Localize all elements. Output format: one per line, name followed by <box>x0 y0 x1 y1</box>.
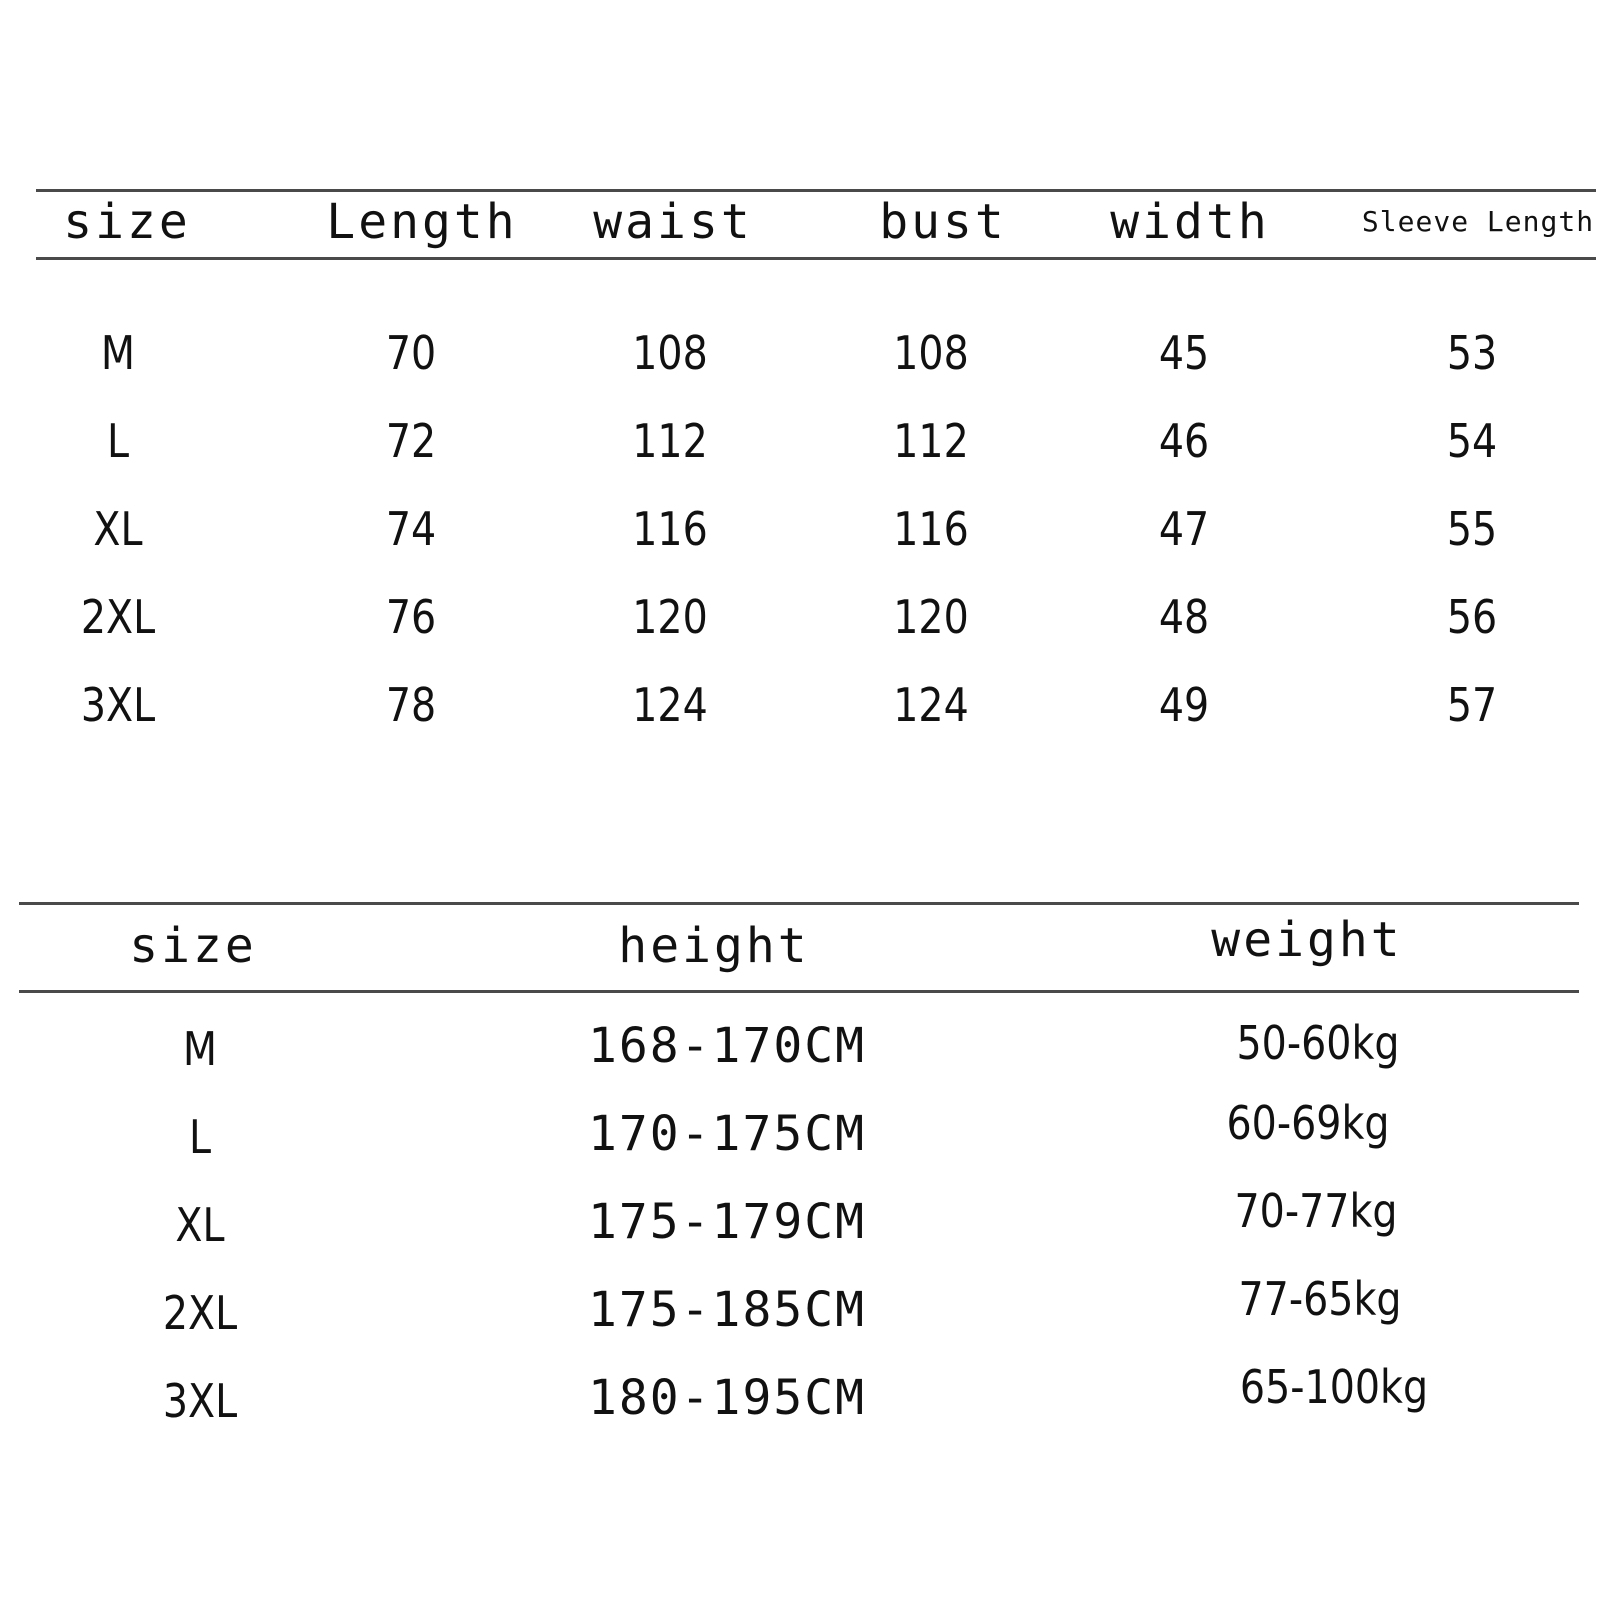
fit-guide-row-xl-size: XL <box>175 1198 225 1252</box>
measurement-row-l-bust: 112 <box>893 414 969 468</box>
measurement-header-sleeve-length: Sleeve Length <box>1361 205 1595 238</box>
fit-guide-row-l-height: 170-175CM <box>587 1106 867 1162</box>
fit-guide-row-2xl-size: 2XL <box>162 1286 238 1340</box>
measurement-row-3xl-bust: 124 <box>893 678 969 732</box>
measurement-row-m-bust: 108 <box>893 326 969 380</box>
measurement-row-m-sleeve: 53 <box>1446 326 1498 380</box>
fit-guide-header-height: height <box>618 918 810 974</box>
measurement-row-m-length: 70 <box>385 326 437 380</box>
measurement-row-xl-waist: 116 <box>632 502 708 556</box>
measurement-row-l-size: L <box>106 414 130 468</box>
measurement-row-m-waist: 108 <box>632 326 708 380</box>
fit-guide-row-2xl-weight: 77-65kg <box>1238 1272 1402 1326</box>
measurement-row-xl-size: XL <box>93 502 143 556</box>
measurement-header-length: Length <box>326 194 518 250</box>
measurement-row-2xl-length: 76 <box>385 590 437 644</box>
measurement-header-size: size <box>63 194 191 250</box>
measurement-row-xl-bust: 116 <box>893 502 969 556</box>
fit-guide-row-l-size: L <box>188 1110 212 1164</box>
measurement-header-bust: bust <box>879 194 1007 250</box>
fit-guide-header-size: size <box>129 918 257 974</box>
fit-guide-row-3xl-height: 180-195CM <box>587 1370 867 1426</box>
fit-guide-row-3xl-weight: 65-100kg <box>1239 1360 1429 1414</box>
fit-guide-row-xl-weight: 70-77kg <box>1234 1184 1398 1238</box>
fit-guide-header-weight: weight <box>1211 912 1403 968</box>
measurement-row-l-length: 72 <box>385 414 437 468</box>
measurement-header-waist: waist <box>593 194 753 250</box>
fit-guide-row-l-weight: 60-69kg <box>1226 1096 1390 1150</box>
fit-guide-row-m-weight: 50-60kg <box>1236 1016 1400 1070</box>
measurement-row-l-width: 46 <box>1158 414 1210 468</box>
measurement-row-xl-width: 47 <box>1158 502 1210 556</box>
fit-guide-header-rule <box>19 990 1579 993</box>
measurement-header-width: width <box>1110 194 1270 250</box>
measurement-row-m-width: 45 <box>1158 326 1210 380</box>
fit-guide-row-2xl-height: 175-185CM <box>587 1282 867 1338</box>
measurement-row-xl-length: 74 <box>385 502 437 556</box>
measurement-row-xl-sleeve: 55 <box>1446 502 1498 556</box>
measurement-row-2xl-waist: 120 <box>632 590 708 644</box>
measurement-row-2xl-bust: 120 <box>893 590 969 644</box>
measurement-row-l-waist: 112 <box>632 414 708 468</box>
fit-guide-row-xl-height: 175-179CM <box>587 1194 867 1250</box>
measurement-row-l-sleeve: 54 <box>1446 414 1498 468</box>
measurement-table-header-rule <box>36 257 1596 260</box>
measurement-table-top-rule <box>36 189 1596 192</box>
measurement-row-2xl-size: 2XL <box>80 590 156 644</box>
measurement-row-3xl-length: 78 <box>385 678 437 732</box>
measurement-row-3xl-size: 3XL <box>80 678 156 732</box>
measurement-row-3xl-waist: 124 <box>632 678 708 732</box>
fit-guide-row-3xl-size: 3XL <box>162 1374 238 1428</box>
measurement-row-2xl-width: 48 <box>1158 590 1210 644</box>
measurement-row-3xl-sleeve: 57 <box>1446 678 1498 732</box>
measurement-row-m-size: M <box>100 326 136 380</box>
measurement-row-2xl-sleeve: 56 <box>1446 590 1498 644</box>
measurement-row-3xl-width: 49 <box>1158 678 1210 732</box>
fit-guide-row-m-size: M <box>182 1022 218 1076</box>
fit-guide-row-m-height: 168-170CM <box>587 1018 867 1074</box>
fit-guide-top-rule <box>19 902 1579 905</box>
